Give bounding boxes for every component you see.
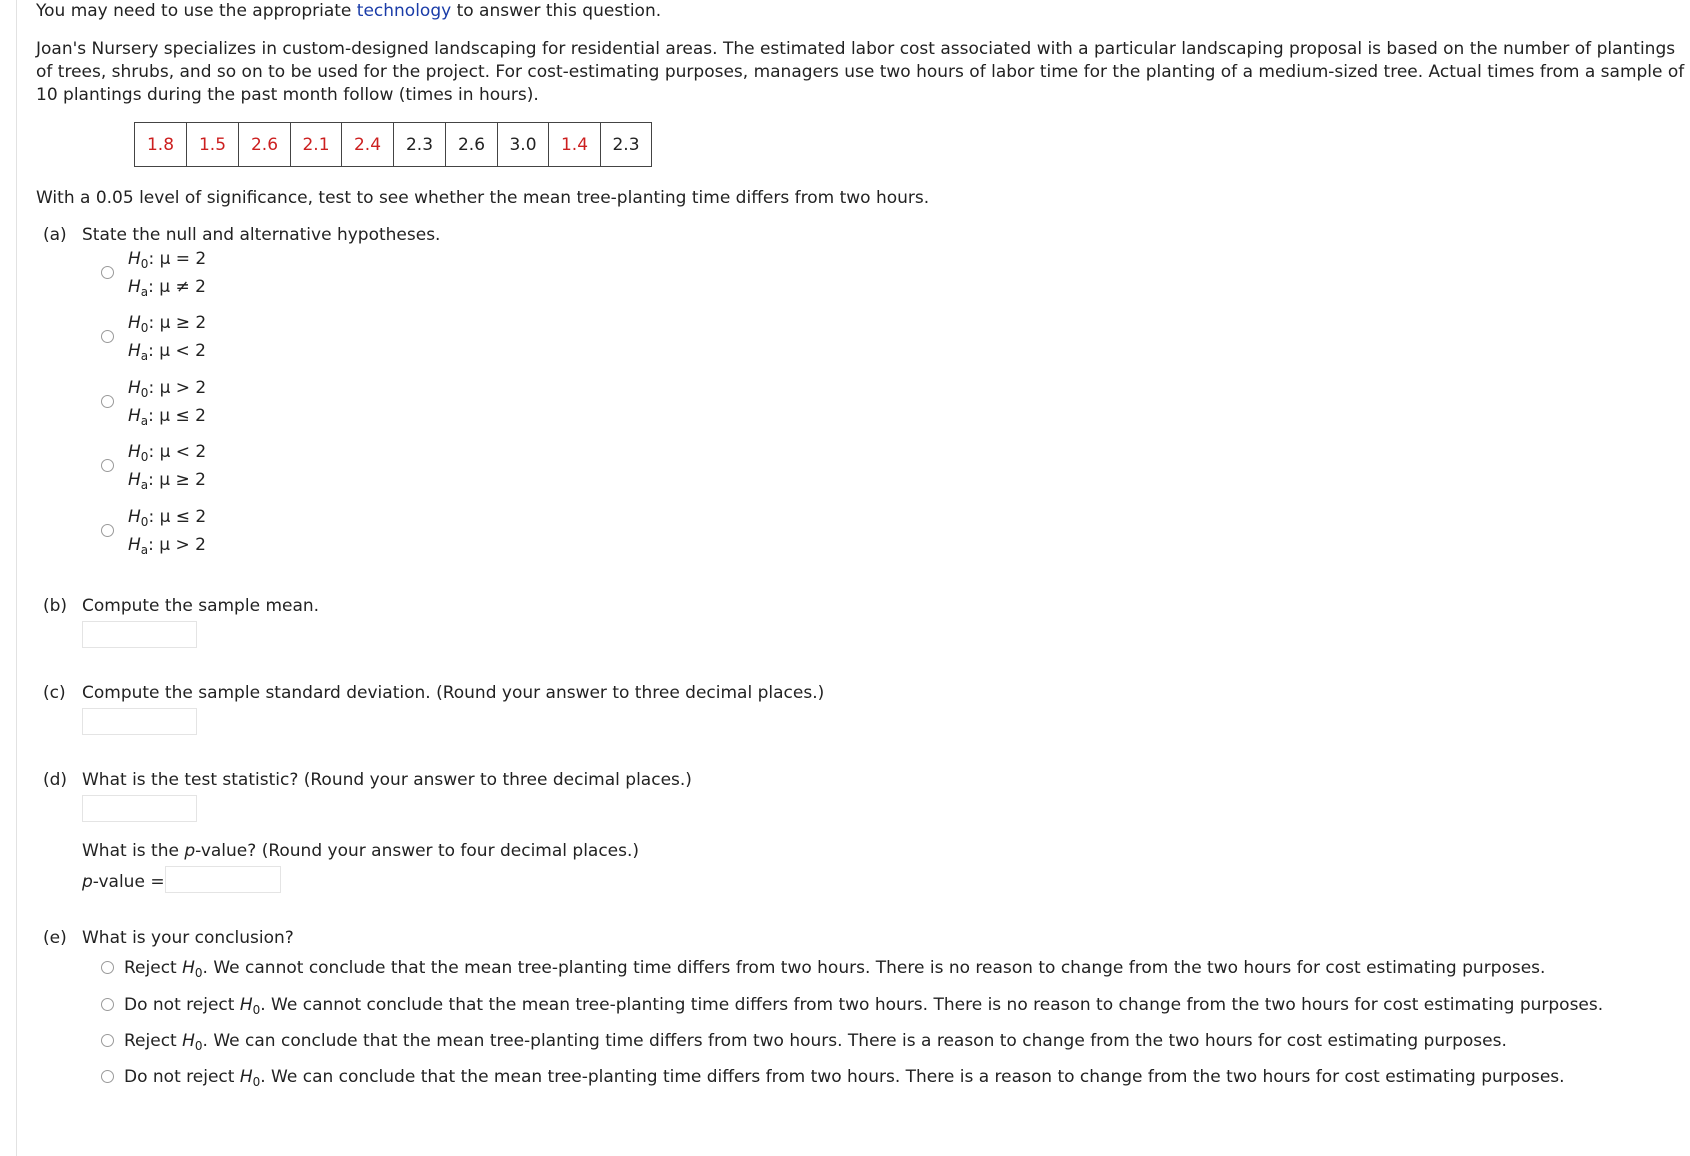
alternative-hypothesis: $H_a$: μ ≠ 2 — [128, 277, 206, 299]
hypothesis-radio-2[interactable] — [101, 330, 114, 343]
hypothesis-radio-5[interactable] — [101, 524, 114, 537]
conclusion-radio-1[interactable] — [101, 961, 114, 974]
part-d-question: What is the test statistic? (Round your answer to three decimal places.) — [82, 770, 692, 790]
part-c-letter: (c) — [43, 683, 66, 703]
data-cell: 1.8 — [135, 123, 187, 167]
alternative-hypothesis: $H_a$: μ ≥ 2 — [128, 470, 206, 492]
data-cell: 1.5 — [187, 123, 239, 167]
part-e-question: What is your conclusion? — [82, 928, 294, 948]
pvalue-label — [82, 872, 165, 892]
conclusion-option-3[interactable]: Reject $H_0$. We can conclude that the mean tree-planting time differs from two hours. There is a reason to change from the two hours for cost estimating purposes. — [124, 1031, 1507, 1053]
data-cell: 2.3 — [601, 123, 652, 167]
data-cell: 2.4 — [342, 123, 394, 167]
data-cell: 2.6 — [239, 123, 291, 167]
pvalue-question-post: -value? (Round your answer to four decimal places.) — [195, 841, 640, 861]
alternative-hypothesis: $H_a$: μ ≤ 2 — [128, 406, 206, 428]
conclusion-option-2[interactable]: Do not reject $H_0$. We cannot conclude that the mean tree-planting time differs from two hours. There is no reason to change from the two hours for cost estimating purposes. — [124, 995, 1604, 1017]
technology-link[interactable]: technology — [356, 1, 452, 21]
intro-line — [36, 1, 661, 21]
data-cell: 1.4 — [549, 123, 601, 167]
conclusion-radio-2[interactable] — [101, 998, 114, 1011]
null-hypothesis: $H_0$: μ > 2 — [128, 378, 207, 400]
null-hypothesis: $H_0$: μ ≥ 2 — [128, 313, 207, 335]
conclusion-radio-4[interactable] — [101, 1070, 114, 1083]
problem-text: Joan's Nursery specializes in custom-designed landscaping for residential areas. The estimated labor cost associated with a particular landscaping proposal is based on the number of plantings of trees, shrubs, and so on to be used for the project. For cost-estimating purposes, managers use two hours of labor time for the planting of a medium-sized tree. Actual times from a sample of 10 plantings during the past month follow (times in hours). — [36, 39, 1685, 105]
left-divider — [16, 0, 17, 1156]
table-row — [135, 123, 652, 167]
data-cell: 2.3 — [394, 123, 446, 167]
conclusion-radio-3[interactable] — [101, 1034, 114, 1047]
part-c-question: Compute the sample standard deviation. (Round your answer to three decimal places.) — [82, 683, 825, 703]
part-e-letter: (e) — [43, 928, 67, 948]
alternative-hypothesis: $H_a$: μ < 2 — [128, 341, 206, 363]
pvalue-input[interactable] — [165, 866, 281, 893]
data-cell: 2.1 — [291, 123, 342, 167]
pvalue-label-rest: -value = — [92, 872, 165, 892]
sample-mean-input[interactable] — [82, 621, 197, 648]
hypothesis-radio-4[interactable] — [101, 459, 114, 472]
alternative-hypothesis: $H_a$: μ > 2 — [128, 535, 206, 557]
data-cell: 2.6 — [446, 123, 498, 167]
test-statistic-input[interactable] — [82, 795, 197, 822]
conclusion-option-4[interactable]: Do not reject $H_0$. We can conclude that the mean tree-planting time differs from two hours. There is a reason to change from the two hours for cost estimating purposes. — [124, 1067, 1565, 1089]
part-a-letter: (a) — [43, 225, 67, 245]
pvalue-question-pre: What is the — [82, 841, 185, 861]
part-d-letter: (d) — [43, 770, 68, 790]
data-cell: 3.0 — [498, 123, 549, 167]
conclusion-option-1[interactable]: Reject $H_0$. We cannot conclude that the mean tree-planting time differs from two hours. There is no reason to change from the two hours for cost estimating purposes. — [124, 958, 1546, 980]
null-hypothesis: $H_0$: μ < 2 — [128, 442, 207, 464]
pvalue-question-p: p — [184, 841, 196, 861]
part-b-letter: (b) — [43, 596, 68, 616]
part-b-question: Compute the sample mean. — [82, 596, 320, 616]
hypothesis-radio-1[interactable] — [101, 266, 114, 279]
intro-prefix: You may need to use the appropriate — [36, 1, 357, 21]
pvalue-question — [82, 841, 639, 861]
data-table — [134, 122, 652, 167]
hypothesis-radio-3[interactable] — [101, 395, 114, 408]
std-dev-input[interactable] — [82, 708, 197, 735]
part-a-question: State the null and alternative hypotheses. — [82, 225, 441, 245]
pvalue-label-p: p — [82, 872, 93, 892]
null-hypothesis: $H_0$: μ = 2 — [128, 249, 207, 271]
null-hypothesis: $H_0$: μ ≤ 2 — [128, 507, 207, 529]
intro-suffix: to answer this question. — [451, 1, 662, 21]
significance-text: With a 0.05 level of significance, test to see whether the mean tree-planting time differs from two hours. — [36, 188, 930, 208]
